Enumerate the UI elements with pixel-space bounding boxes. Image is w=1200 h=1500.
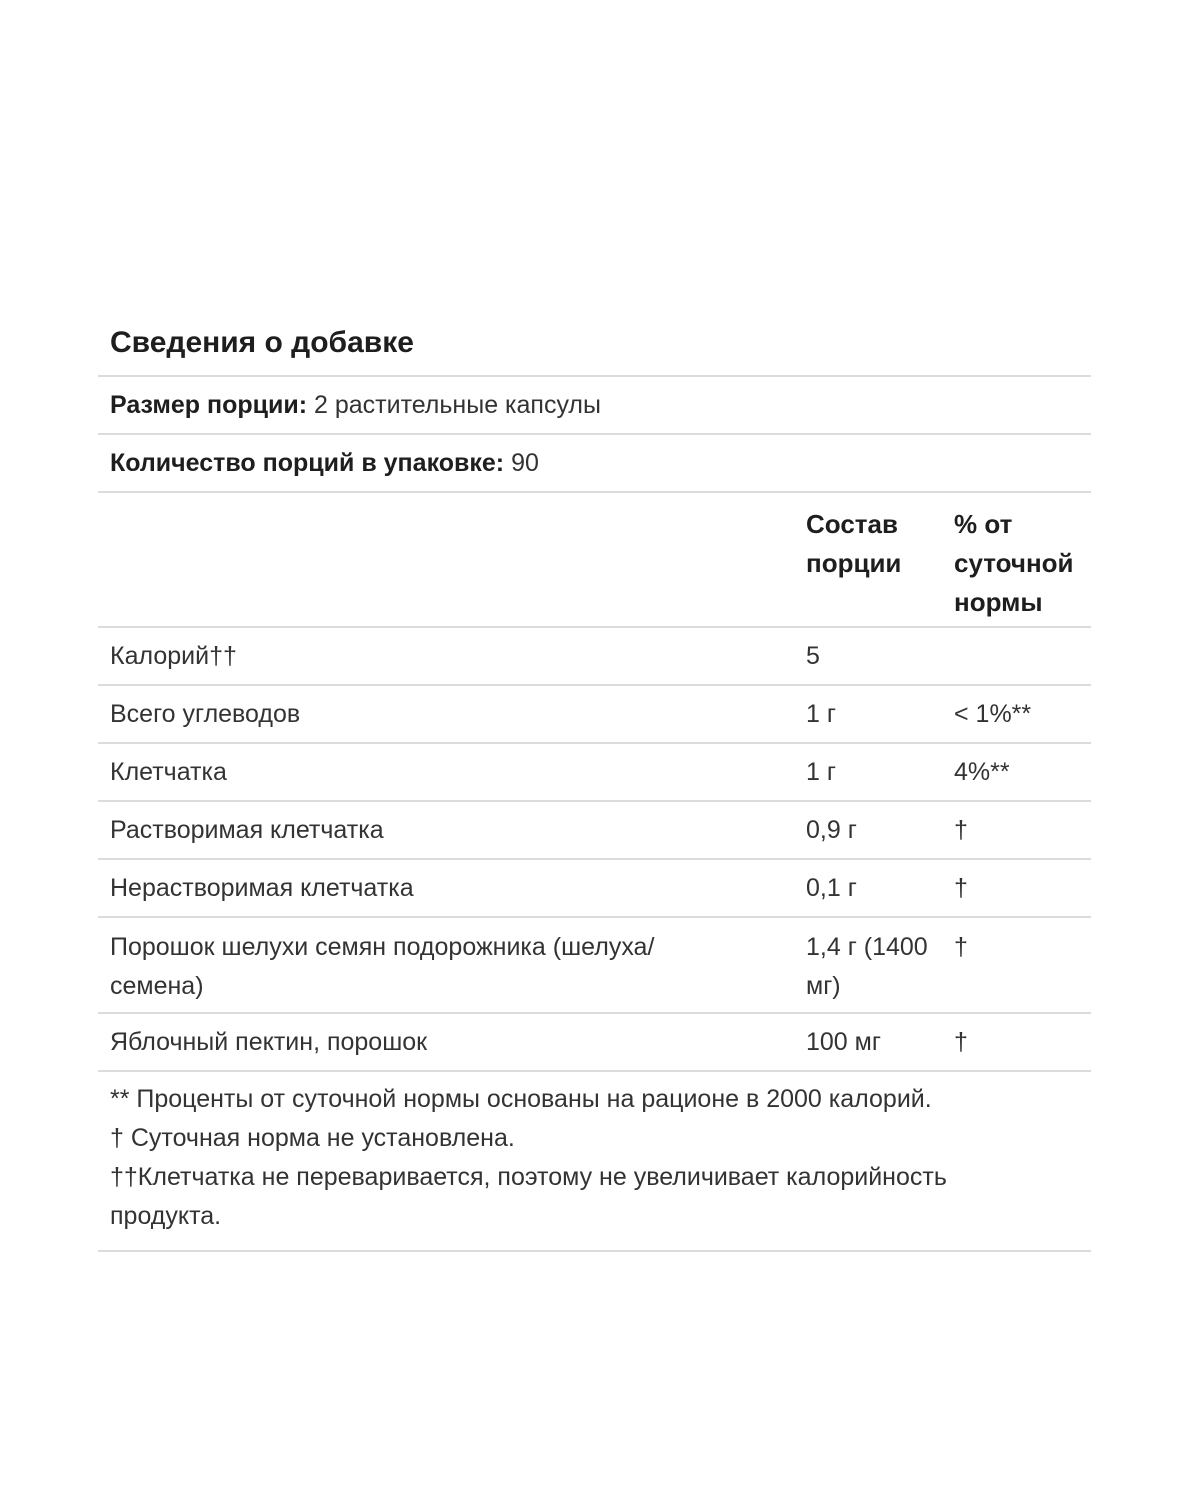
nutrient-daily-value: † — [954, 1027, 968, 1056]
serving-size-value: 2 растительные капсулы — [307, 390, 601, 419]
nutrient-name: Порошок шелухи семян подорожника (шелуха/семена) — [110, 933, 655, 1000]
nutrient-row-soluble-fiber — [98, 802, 1091, 860]
nutrient-name: Клетчатка — [110, 757, 227, 786]
nutrient-row-dietary-fiber — [98, 744, 1091, 802]
footnote-fiber-calories: ††Клетчатка не переваривается, поэтому не увеличивает калорийность продукта. — [110, 1163, 947, 1230]
nutrient-row-calories — [98, 628, 1091, 686]
nutrient-name: Нерастворимая клетчатка — [110, 873, 414, 902]
facts-title — [98, 310, 1091, 377]
nutrient-amount: 5 — [806, 641, 820, 670]
nutrient-daily-value: † — [954, 815, 968, 844]
nutrient-daily-value: < 1%** — [954, 699, 1032, 728]
nutrient-amount: 100 мг — [806, 1027, 881, 1056]
nutrient-row-insoluble-fiber — [98, 860, 1091, 918]
servings-per-container-row — [98, 435, 1091, 493]
nutrient-daily-value: † — [954, 873, 968, 902]
nutrient-row-psyllium-husk — [98, 918, 1091, 1014]
servings-per-container-value: 90 — [504, 448, 539, 477]
nutrient-amount: 1 г — [806, 757, 836, 786]
facts-title-text: Сведения о добавке — [110, 325, 414, 359]
nutrient-name: Яблочный пектин, порошок — [110, 1027, 428, 1056]
supplement-facts-table — [98, 310, 1091, 1252]
nutrient-name: Калорий†† — [110, 641, 237, 670]
footnote-daily-value-not-established: † Суточная норма не установлена. — [110, 1124, 515, 1152]
serving-size-label: Размер порции: — [110, 390, 308, 419]
nutrient-amount: 0,9 г — [806, 815, 857, 844]
servings-per-container-label: Количество порций в упаковке: — [110, 448, 505, 477]
nutrient-row-apple-pectin — [98, 1014, 1091, 1072]
daily-value-column-header: % от суточной нормы — [954, 509, 1074, 617]
nutrient-daily-value: 4%** — [954, 757, 1010, 786]
footnotes — [98, 1072, 1091, 1252]
serving-size-row — [98, 377, 1091, 435]
nutrient-name: Растворимая клетчатка — [110, 815, 384, 844]
amount-column-header: Состав порции — [806, 509, 902, 578]
nutrient-amount: 0,1 г — [806, 873, 857, 902]
nutrient-name: Всего углеводов — [110, 699, 301, 728]
footnote-daily-value-basis: ** Проценты от суточной нормы основаны на рационе в 2000 калорий. — [110, 1085, 932, 1113]
nutrient-amount: 1,4 г (1400 мг) — [806, 933, 928, 1000]
column-header-row — [98, 493, 1091, 628]
nutrient-row-total-carbohydrate — [98, 686, 1091, 744]
nutrient-amount: 1 г — [806, 699, 836, 728]
nutrient-daily-value: † — [954, 933, 968, 961]
